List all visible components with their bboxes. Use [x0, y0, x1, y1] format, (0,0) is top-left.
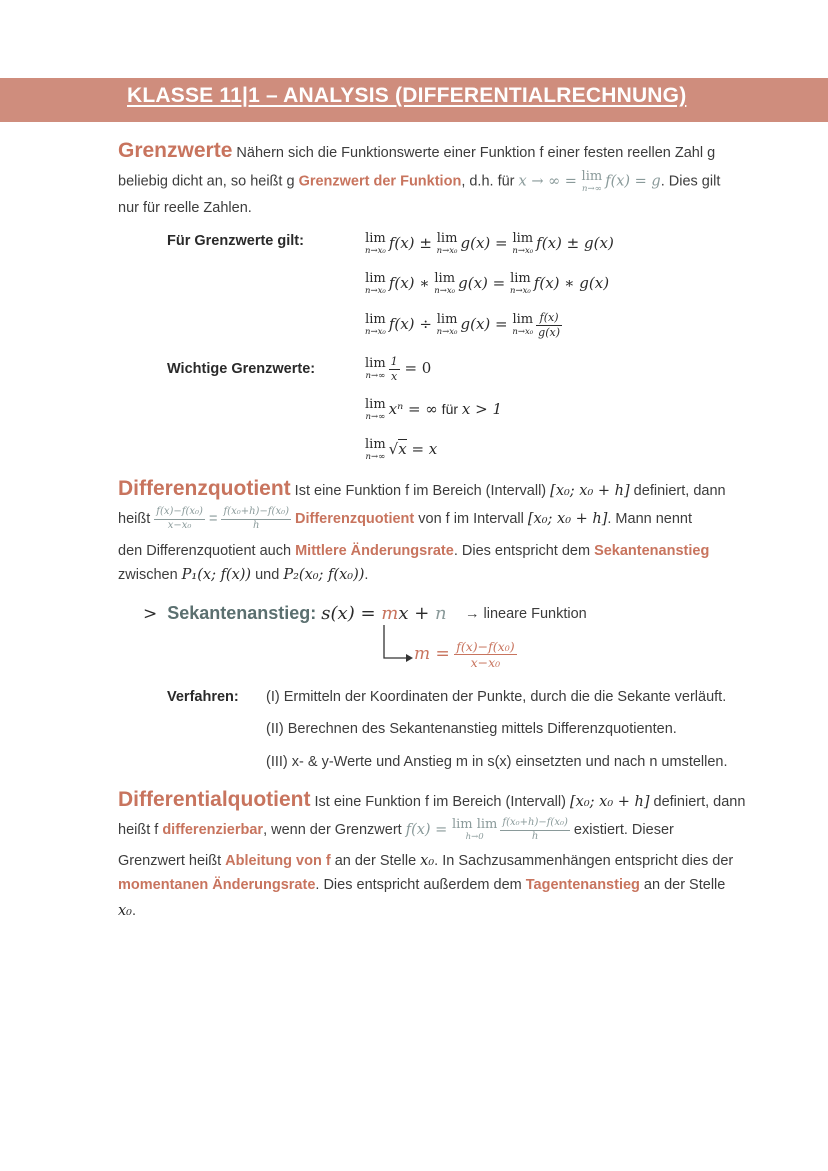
differenzquotient-line-1: Differenzquotient Ist eine Funktion f im Bereich (Intervall) [x₀; x₀ + h] definiert, dann [118, 477, 726, 500]
limit-rule-product: lim n→x₀ f(x) ∗ lim n→x₀ g(x) = lim n→x₀ f(x) ∗ g(x) [365, 271, 610, 296]
differentialquotient-line-1: Differentialquotient Ist eine Funktion f im Bereich (Intervall) [x₀; x₀ + h] definiert, dann [118, 788, 746, 811]
differentialquotient-line-3: Grenzwert heißt Ableitung von f an der Stelle x₀. In Sachzusammenhängen entspricht dies der [118, 853, 734, 869]
limit-rule-sum: lim n→x₀ f(x) ± lim n→x₀ g(x) = lim n→x₀ f(x) ± g(x) [365, 231, 614, 256]
verfahren-step: (I) Ermitteln der Koordinaten der Punkte, durch die die Sekante verläuft. [266, 689, 727, 705]
verfahren-label: Verfahren: [167, 689, 239, 705]
grenzwerte-line-1: Grenzwerte Nähern sich die Funktionswerte einer Funktion f einer festen reellen Zahl g [118, 139, 716, 162]
limit-operator: lim n→∞ [581, 169, 603, 194]
header-banner [0, 78, 828, 122]
verfahren-step: (II) Berechnen des Sekantenanstieg mittels Differenzquotienten. [266, 721, 677, 737]
important-limit-2: lim n→∞ xⁿ = ∞ für x > 1 [365, 397, 503, 422]
grenzwerte-line-3: nur für reelle Zahlen. [118, 200, 252, 216]
differentialquotient-line-4: momentanen Änderungsrate. Dies entspricht außerdem dem Tagentenanstieg an der Stelle [118, 877, 726, 893]
bracket-arrow-icon [376, 624, 414, 666]
section-title-grenzwerte: Grenzwerte [118, 139, 233, 162]
differentialquotient-line-5: x₀. [118, 903, 137, 919]
section-title-differenzquotient: Differenzquotient [118, 477, 291, 500]
differenzquotient-line-3: den Differenzquotient auch Mittlere Änderungsrate. Dies entspricht dem Sekantenanstieg [118, 543, 710, 559]
differenzquotient-line-4: zwischen P₁(x; f(x)) und P₂(x₀; f(x₀)). [118, 567, 369, 583]
linear-function-note: → lineare Funktion [465, 606, 587, 622]
section-title-differentialquotient: Differentialquotient [118, 788, 311, 811]
limit-rule-quotient: lim n→x₀ f(x) ÷ lim n→x₀ g(x) = lim n→x₀ $\frac{f(x)}{g(x)}$ [365, 311, 560, 339]
differentialquotient-line-2: heißt f differenzierbar, wenn der Grenzwert f(x) = lim lim h→0 $\frac{\text{f(x₀+h)−f(x₀)}}{h}$ existiert. Dieser [118, 817, 674, 843]
arrow-right-icon: > [143, 604, 158, 624]
sekantenanstieg-row: > Sekantenanstieg: s(x) = mx + n [143, 603, 447, 624]
grenzwerte-line-2: beliebig dicht an, so heißt g Grenzwert der Funktion, d.h. für x → ∞ = lim n→∞ f(x) = g. Dies gilt [118, 169, 721, 194]
slope-formula: m = $\frac{\text{f(x)−f(x₀)}}{\text{x−x₀}}$ [414, 639, 515, 671]
important-limit-1: lim n→∞ $\frac{1}{x}$ = 0 [365, 355, 432, 383]
page-title: KLASSE 11|1 – ANALYSIS (DIFFERENTIALRECHNUNG) [127, 84, 687, 107]
rules-label: Für Grenzwerte gilt: [167, 233, 304, 249]
differenzquotient-line-2: heißt $\frac{\text{f(x)−f(x₀)}}{\text{x−x₀}}$ = $\frac{\text{f(x₀+h)−f(x₀)}}{h}$ Differenzquotient von f im Intervall [x₀; x₀ + h]. Mann nennt [118, 506, 693, 531]
important-limits-label: Wichtige Grenzwerte: [167, 361, 316, 377]
important-limit-3: lim n→∞ √x = x [365, 437, 438, 462]
verfahren-step: (III) x- & y-Werte und Anstieg m in s(x) einsetzten und nach n umstellen. [266, 754, 728, 770]
